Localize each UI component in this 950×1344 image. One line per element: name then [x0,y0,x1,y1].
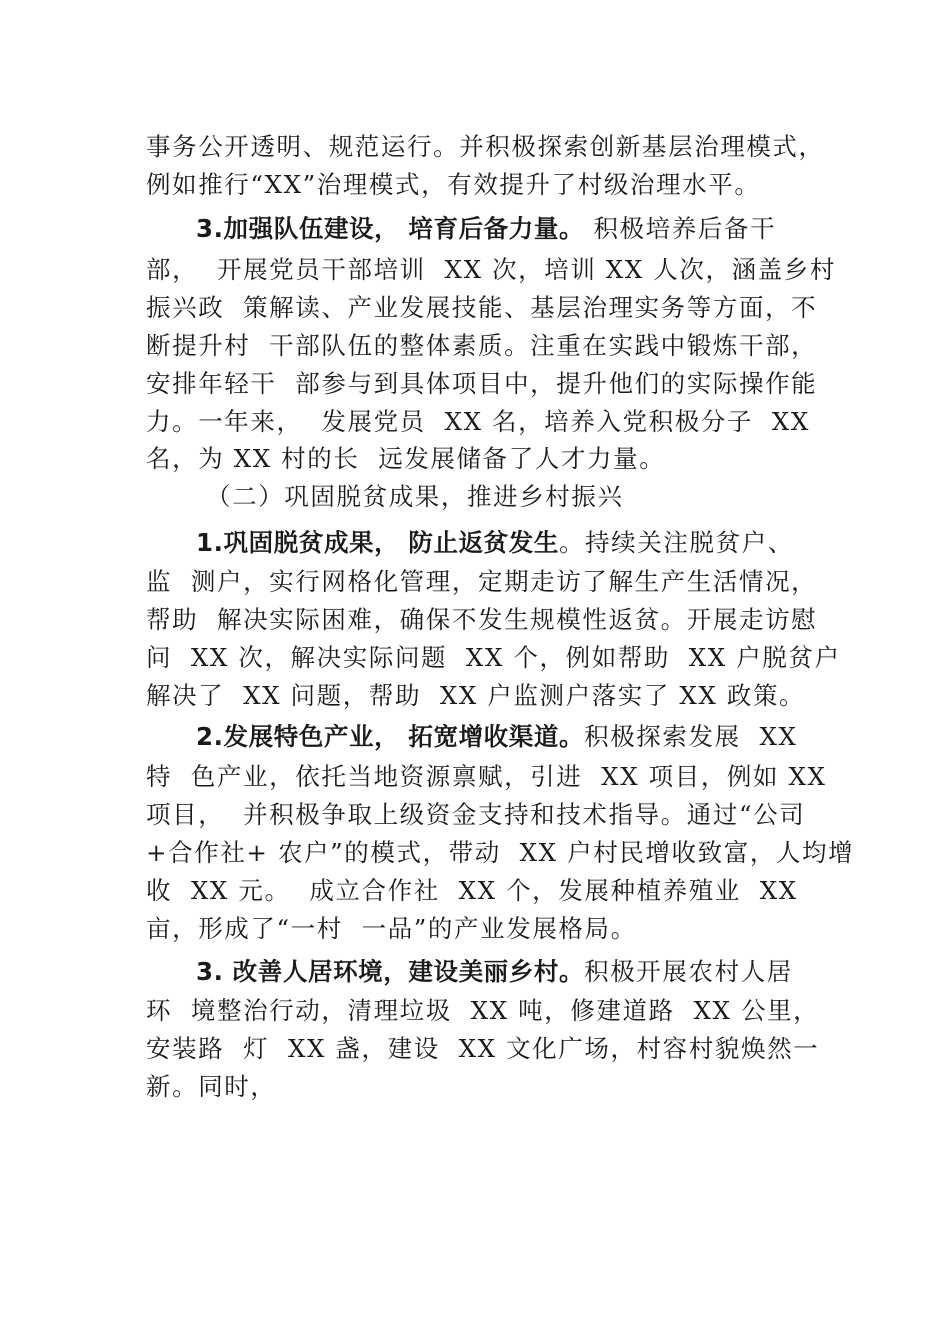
text-segment: +合作社+ 农户”的模式，带动 XX 户村民增收致富，人均增 [146,838,855,867]
text-segment: 监 测户，实行网格化管理，定期走访了解生产生活情况， [146,567,818,596]
text-segment: 新。同时， [146,1072,277,1101]
text-segment: 环 境整治行动，清理垃圾 XX 吨，修建道路 XX 公里， [146,996,820,1025]
text-segment: 安排年轻干 部参与到具体项目中，提升他们的实际操作能 [146,369,818,398]
text-segment: 断提升村 干部队伍的整体素质。注重在实践中锻炼干部， [146,331,818,360]
text-line [146,327,817,364]
text-line [146,251,836,288]
text-line [146,677,805,714]
text-segment: 力。一年来， 发展党员 XX 名，培养入党积极分子 XX [146,407,810,436]
text-segment: 。持续关注脱贫户、 [558,528,794,557]
section-heading: 2.发展特色产业， 拓宽增收渠道。 [196,722,585,751]
text-line [146,758,827,795]
section-heading: 3. 改善人居环境，建设美丽乡村。 [196,957,585,986]
text-line [146,834,854,871]
section-heading: 3.加强队伍建设， 培育后备力量。 [196,214,585,243]
text-segment: 问 XX 次，解决实际问题 XX 个，例如帮助 XX 户脱贫户 [146,643,841,672]
text-segment: 部， 开展党员干部培训 XX 次，培训 XX 人次，涵盖乡村 [146,255,836,284]
text-line [146,365,817,402]
text-line [146,1068,277,1105]
text-line [146,992,819,1029]
text-line [146,440,665,477]
text-segment: 帮助 解决实际困难，确保不发生规模性返贫。开展走访慰 [146,605,818,634]
subsection-title [206,478,624,515]
text-segment: 名，为 XX 村的长 远发展储备了人才力量。 [146,444,666,473]
section-heading: 1.巩固脱贫成果， 防止返贫发生 [196,528,559,557]
heading-line [196,718,798,755]
text-segment: 解决了 XX 问题，帮助 XX 户监测户落实了 XX 政策。 [146,681,806,710]
text-segment: 积极培养后备干 [584,214,777,243]
text-line [146,1030,819,1067]
text-segment: 积极开展农村人居 [584,957,793,986]
text-line [146,910,637,947]
text-line [146,289,817,326]
text-line [146,563,817,600]
text-line [146,601,817,638]
text-segment: 亩，形成了“一村 一品”的产业发展格局。 [146,914,637,943]
text-line [146,166,760,203]
text-segment: 例如推行“XX”治理模式，有效提升了村级治理水平。 [146,170,761,199]
heading-line [196,524,794,561]
text-segment: 振兴政 策解读、产业发展技能、基层治理实务等方面，不 [146,293,818,322]
text-segment: 收 XX 元。 成立合作社 XX 个，发展种植养殖业 XX [146,876,798,905]
heading-line [196,210,776,247]
text-line [146,872,798,909]
text-segment: 特 色产业，依托当地资源禀赋，引进 XX 项目，例如 XX [146,762,827,791]
text-segment: 安装路 灯 XX 盏，建设 XX 文化广场，村容村貌焕然一 [146,1034,820,1063]
heading-line [196,953,793,990]
text-line [146,403,810,440]
text-segment: （二）巩固脱贫成果，推进乡村振兴 [206,482,624,511]
text-segment: 事务公开透明、规范运行。并积极探索创新基层治理模式， [146,132,825,161]
text-line [146,128,825,165]
text-segment: 项目， 并积极争取上级资金支持和技术指导。通过“公司 [146,800,806,829]
text-line [146,796,805,833]
text-segment: 积极探索发展 XX [584,722,798,751]
text-line [146,639,841,676]
